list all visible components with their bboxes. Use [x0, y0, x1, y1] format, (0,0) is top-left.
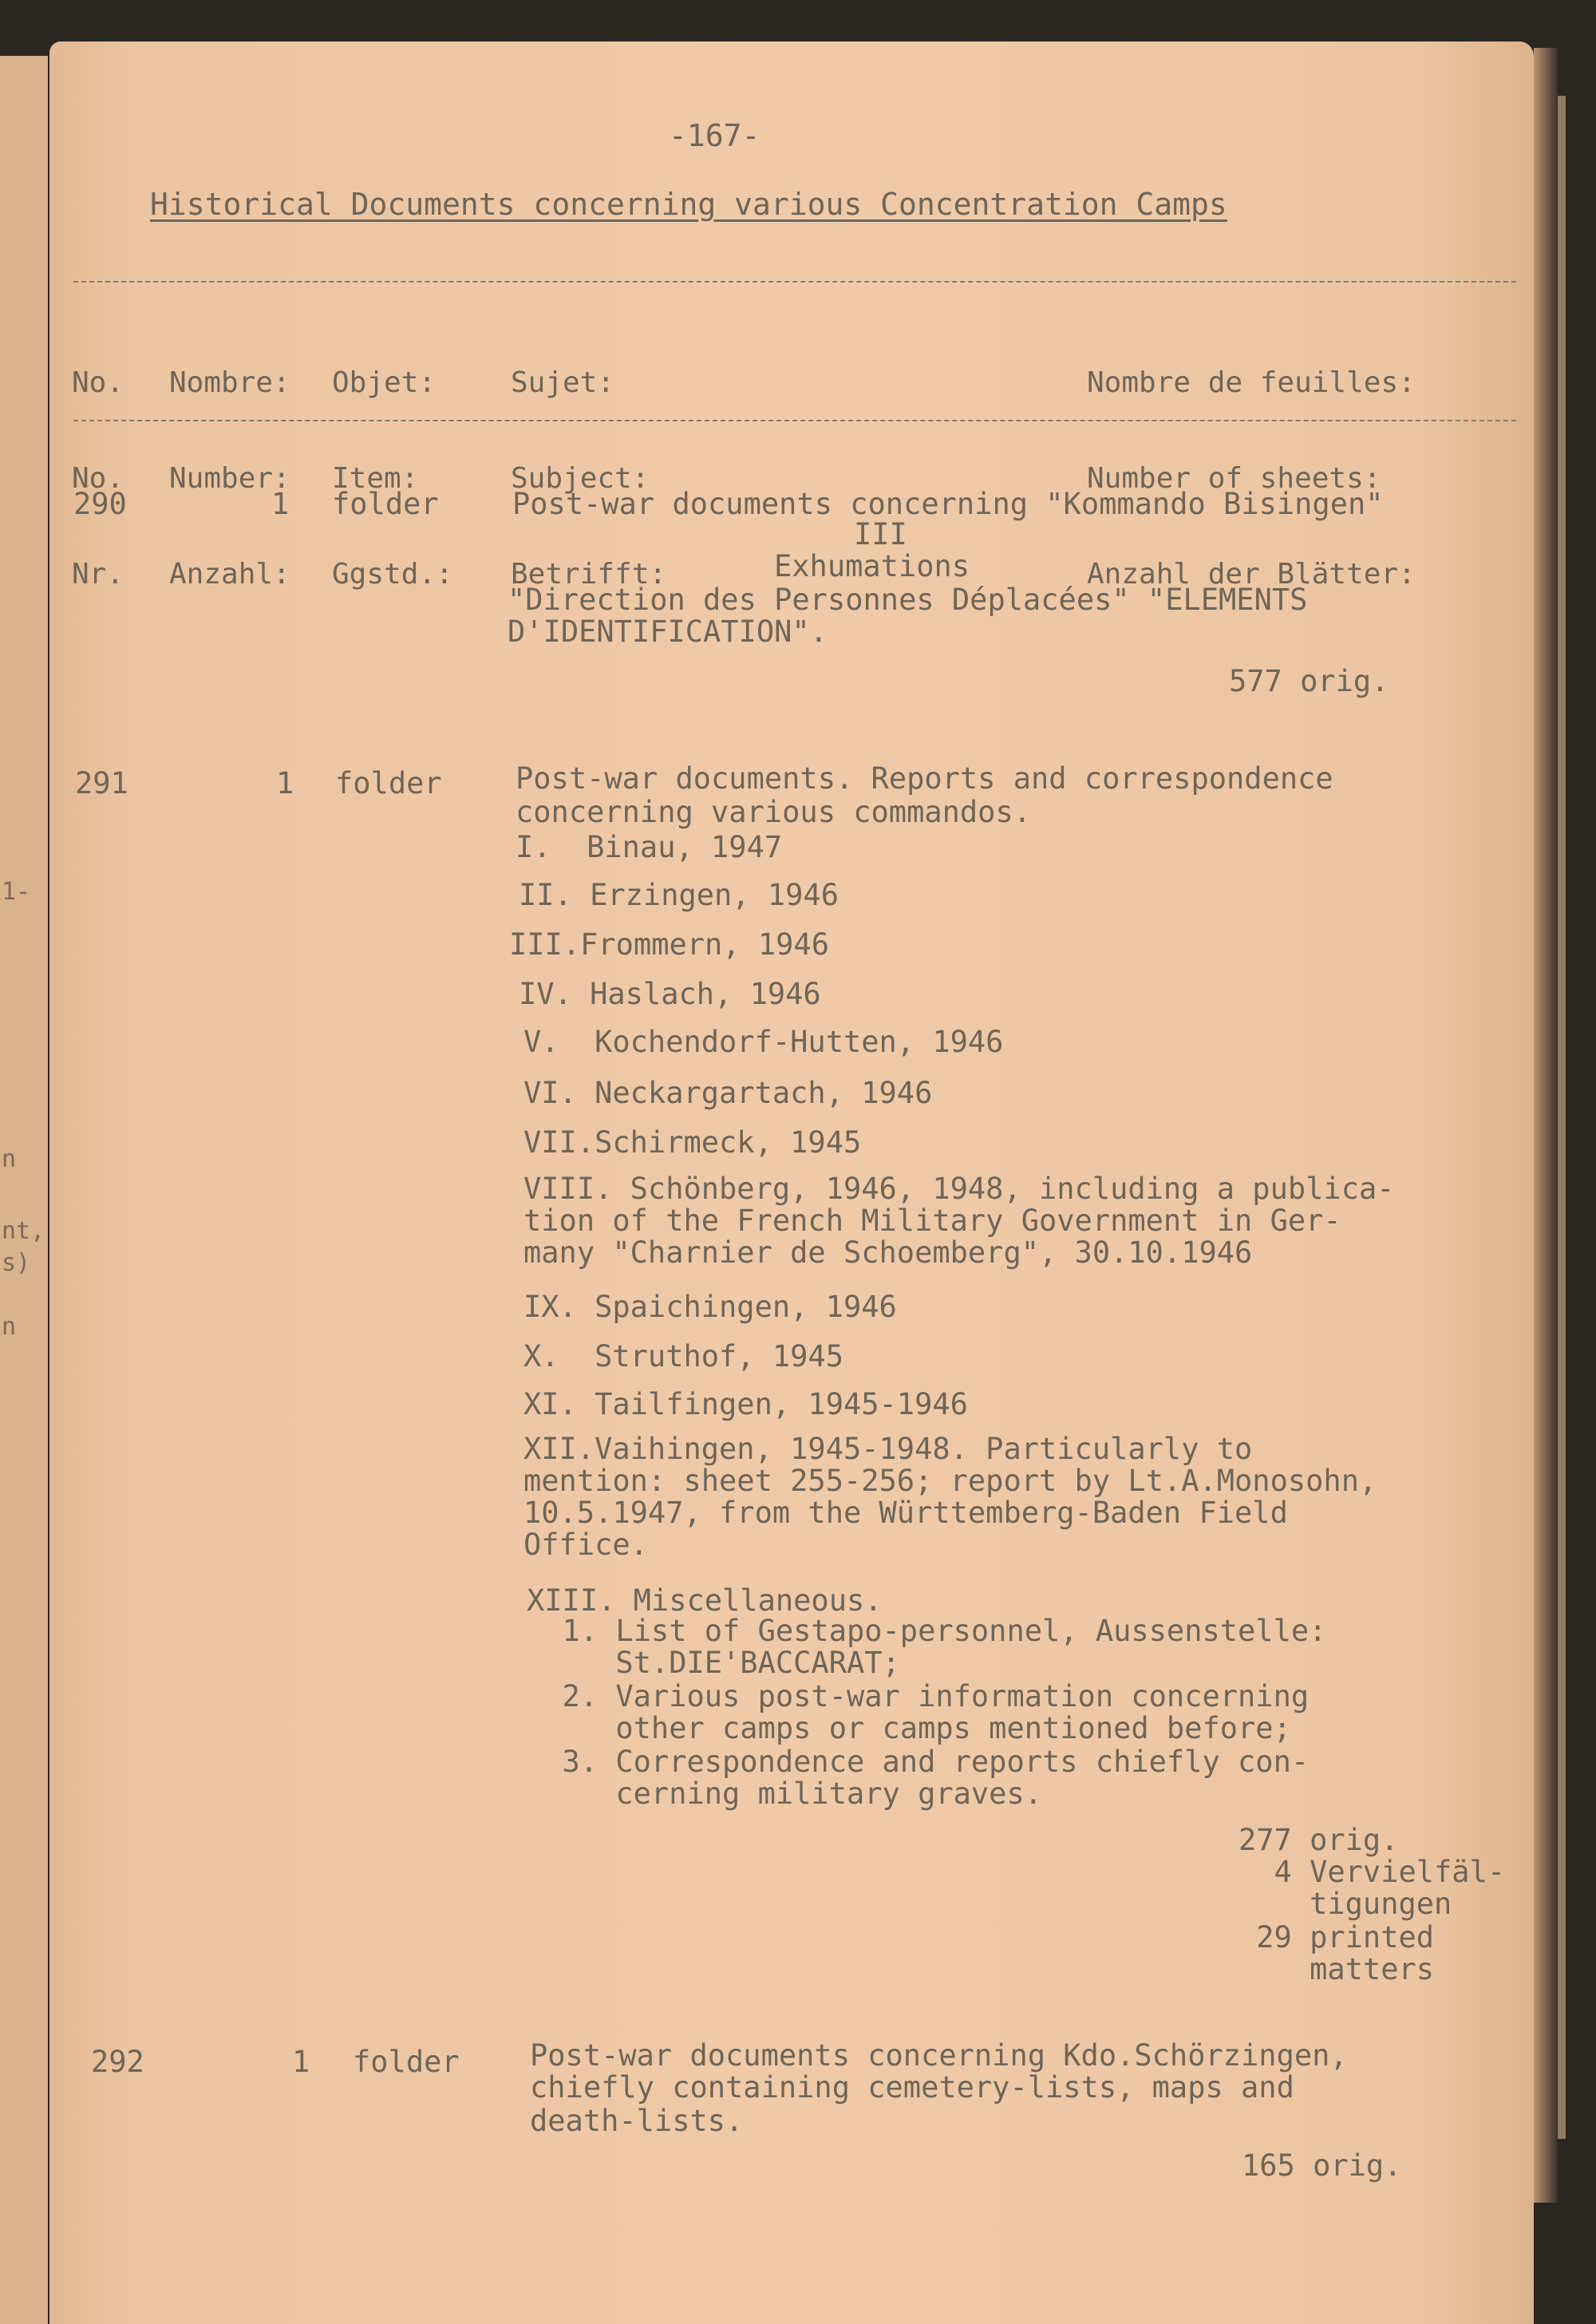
header-col-item [332, 303, 453, 622]
entry-subject-line: VIII. Schönberg, 1946, 1948, including a publica- [523, 1172, 1395, 1206]
margin-fragment: nt, [2, 1217, 45, 1245]
entry-number: 290 [73, 487, 127, 521]
entry-item: folder [353, 2045, 460, 2079]
entry-sheets: 4 Vervielfäl- [1238, 1855, 1506, 1889]
entry-count: 1 [271, 487, 290, 521]
entry-subject-line: concerning various commandos. [516, 795, 1032, 829]
entry-subject-line: chiefly containing cemetery-lists, maps and [530, 2070, 1294, 2105]
page-number: -167- [669, 118, 760, 153]
entry-subject-line: cerning military graves. [527, 1777, 1043, 1811]
entry-sheets: matters [1238, 1952, 1435, 1986]
entry-subject-line: Exhumations [774, 549, 970, 583]
header-label: Sujet: [511, 366, 615, 399]
header-label: Nombre: [169, 366, 290, 399]
entry-subject-line: other camps or camps mentioned before; [527, 1711, 1291, 1745]
entry-sheets: 29 printed [1238, 1920, 1435, 1954]
entry-number: 291 [75, 766, 128, 800]
entry-subject-line: 2. Various post-war information concerning [527, 1679, 1310, 1713]
margin-fragment: n [2, 1313, 17, 1341]
entry-subject-line: Office. [523, 1528, 648, 1562]
adjacent-page-strip [0, 56, 48, 2324]
entry-subject-line: tion of the French Military Government in Ger- [523, 1204, 1341, 1238]
margin-fragment: n [2, 1145, 17, 1173]
entry-subject-line: X. Struthof, 1945 [523, 1339, 843, 1373]
header-label: No. [72, 462, 124, 495]
entry-subject-line: I. Binau, 1947 [516, 830, 783, 864]
entry-sheets: 577 orig. [1229, 664, 1389, 698]
entry-subject-line: II. Erzingen, 1946 [519, 878, 839, 912]
header-label: Number: [169, 462, 290, 495]
header-label: Ggstd.: [332, 558, 453, 591]
entry-subject-line: XII.Vaihingen, 1945-1948. Particularly to [523, 1432, 1253, 1466]
entry-subject-line: 10.5.1947, from the Württemberg-Baden Field [523, 1496, 1288, 1530]
entry-subject-line: 1. List of Gestapo-personnel, Aussenstelle: [527, 1614, 1327, 1648]
header-label: Nr. [72, 558, 124, 591]
entry-subject-line: Post-war documents concerning Kdo.Schörzingen, [530, 2038, 1348, 2073]
entry-subject-line: VII.Schirmeck, 1945 [523, 1125, 862, 1160]
entry-count: 1 [276, 766, 294, 800]
margin-fragment: s) [2, 1249, 31, 1277]
entry-subject-line: V. Kochendorf-Hutten, 1946 [523, 1025, 1004, 1059]
entry-subject-line: IX. Spaichingen, 1946 [523, 1290, 897, 1324]
page-edge [1534, 48, 1558, 2203]
entry-sheets: tigungen [1238, 1887, 1452, 1921]
entry-subject-line: Post-war documents concerning "Kommando Bisingen" [512, 487, 1384, 521]
header-rule-top [73, 281, 1516, 283]
header-label: Anzahl: [169, 558, 290, 591]
entry-number: 292 [91, 2045, 144, 2079]
entry-subject-line: VI. Neckargartach, 1946 [523, 1076, 933, 1110]
entry-subject-line: D'IDENTIFICATION". [508, 615, 828, 649]
entry-sheets: 277 orig. [1238, 1823, 1399, 1857]
entry-subject-line: Post-war documents. Reports and correspondence [516, 761, 1333, 796]
header-col-sheets [1087, 303, 1416, 622]
header-label: Betrifft: [511, 558, 667, 591]
entry-subject-line: "Direction des Personnes Déplacées" "ELEMENTS [508, 583, 1308, 617]
entry-subject-line: IV. Haslach, 1946 [519, 977, 821, 1011]
header-label: Anzahl der Blätter: [1087, 558, 1416, 591]
entry-subject-line: III [854, 517, 907, 551]
header-label: Nombre de feuilles: [1087, 366, 1416, 399]
page-title: Historical Documents concerning various Concentration Camps [150, 187, 1227, 222]
header-label: Subject: [511, 462, 650, 495]
entry-subject-line: 3. Correspondence and reports chiefly con- [527, 1745, 1310, 1779]
entry-subject-line: St.DIE'BACCARAT; [527, 1646, 900, 1680]
page-edge [1558, 96, 1566, 2139]
entry-item: folder [332, 487, 439, 521]
entry-subject-line: XIII. Miscellaneous. [527, 1583, 883, 1618]
entry-sheets: 165 orig. [1242, 2148, 1402, 2183]
header-label: Objet: [332, 366, 437, 399]
entry-subject-line: XI. Tailfingen, 1945-1946 [523, 1387, 968, 1421]
margin-fragment: 1- [2, 878, 31, 906]
entry-count: 1 [292, 2045, 310, 2079]
entry-subject-line: many "Charnier de Schoemberg", 30.10.1946 [523, 1235, 1253, 1270]
header-rule-bottom [73, 420, 1516, 421]
header-label: No. [72, 366, 124, 399]
entry-subject-line: death-lists. [530, 2104, 744, 2138]
header-label: Item: [332, 462, 419, 495]
header-col-subject [511, 303, 666, 622]
entry-item: folder [335, 766, 442, 800]
entry-subject-line: III.Frommern, 1946 [509, 927, 829, 962]
header-col-no [72, 303, 124, 622]
header-label: Number of sheets: [1087, 462, 1381, 495]
header-col-number [169, 303, 290, 622]
entry-subject-line: mention: sheet 255-256; report by Lt.A.Monosohn, [523, 1464, 1377, 1498]
